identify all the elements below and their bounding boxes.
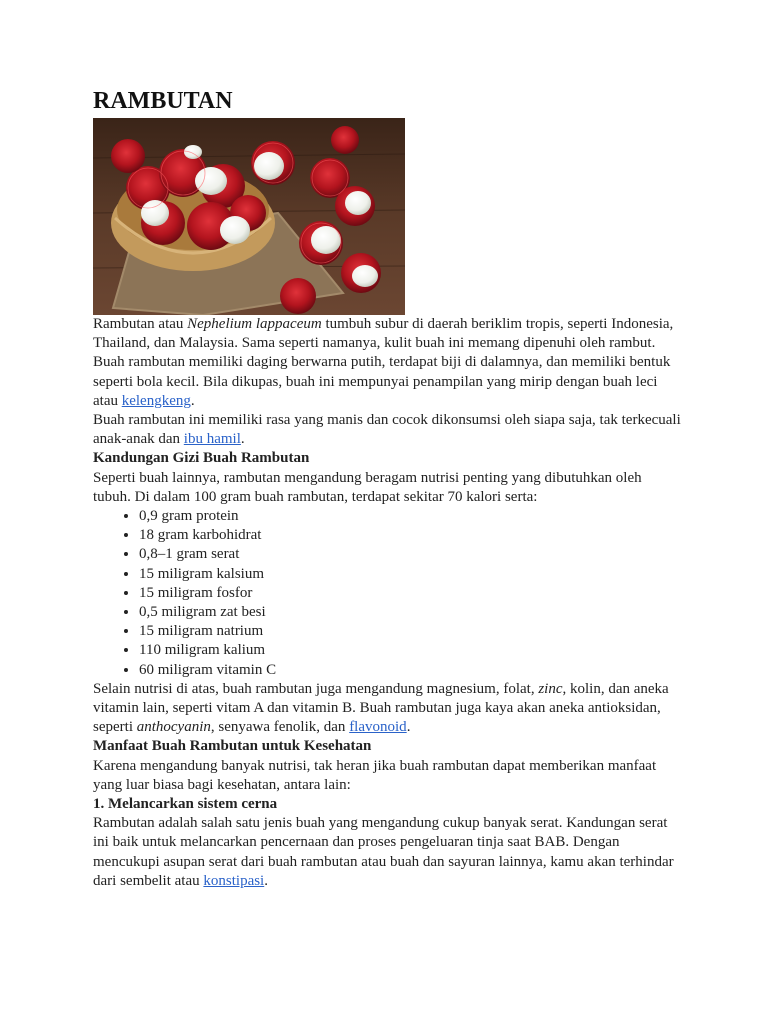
list-item: • 15 miligram kalsium (139, 565, 683, 584)
nutrition-after: Selain nutrisi di atas, buah rambutan juga mengandung magnesium, folat, zinc, kolin, dan aneka vitamin lain, seperti vitam A dan vitamin B. Buah rambutan juga kaya akan aneka antioksidan, seperti anthocyanin, senyawa fenolik, dan flavonoid. (93, 680, 669, 736)
link-konstipasi[interactable]: konstipasi (203, 872, 265, 889)
link-ibu-hamil[interactable]: ibu hamil (183, 431, 241, 448)
link-kelengkeng[interactable]: kelengkeng (121, 392, 191, 409)
list-item: • 15 miligram natrium (139, 622, 683, 641)
list-item: • 110 miligram kalium (139, 641, 683, 660)
link-flavonoid[interactable]: flavonoid (349, 719, 407, 736)
list-item: • 0,9 gram protein (139, 507, 683, 526)
benefit-1-paragraph: Rambutan adalah salah satu jenis buah yang mengandung cukup banyak serat. Kandungan serat ini baik untuk melancarkan pencernaan dan proses pengeluaran tinja saat BAB. Dengan mencukupi asupan serat dari buah rambutan atau buah dan sayuran lainnya, kamu akan terhindar dari sembelit atau konstipasi. (93, 815, 674, 889)
list-item: • 0,8–1 gram serat (139, 545, 683, 564)
intro-paragraph-3: Buah rambutan ini memiliki rasa yang manis dan cocok dikonsumsi oleh siapa saja, tak terkecuali anak-anak dan ibu hamil. (93, 412, 681, 448)
list-item: • 0,5 miligram zat besi (139, 603, 683, 622)
rambutan-photo (93, 118, 405, 315)
intro-paragraph-2: Buah rambutan memiliki daging berwarna putih, terdapat biji di dalamnya, dan memiliki bentuk seperti bola kecil. Bila dikupas, buah ini mempunyai penampilan yang mirip dengan buah leci atau kelengkeng. (93, 354, 671, 409)
nutrition-intro: Seperti buah lainnya, rambutan mengandung beragam nutrisi penting yang dibutuhkan oleh tubuh. Di dalam 100 gram buah rambutan, terdapat sekitar 70 kalori serta: (93, 469, 642, 505)
list-item: • 15 miligram fosfor (139, 584, 683, 603)
article (93, 88, 683, 891)
list-item: • 60 miligram vitamin C (139, 661, 683, 680)
subheading-benefit-1: 1. Melancarkan sistem cerna (93, 796, 278, 813)
section-heading-benefits: Manfaat Buah Rambutan untuk Kesehatan (93, 738, 372, 755)
section-heading-nutrition: Kandungan Gizi Buah Rambutan (93, 450, 310, 467)
list-item: • 18 gram karbohidrat (139, 526, 683, 545)
intro-paragraph-1: Rambutan atau Nephelium lappaceum tumbuh subur di daerah beriklim tropis, seperti Indonesia, Thailand, dan Malaysia. Sama seperti namanya, kulit buah ini memang dipenuhi oleh rambut. (93, 316, 674, 352)
page-title: RAMBUTAN (93, 88, 233, 114)
benefits-intro: Karena mengandung banyak nutrisi, tak heran jika buah rambutan dapat memberikan manfaat yang luar biasa bagi kesehatan, antara lain: (93, 757, 657, 793)
nutrition-list (93, 507, 683, 680)
